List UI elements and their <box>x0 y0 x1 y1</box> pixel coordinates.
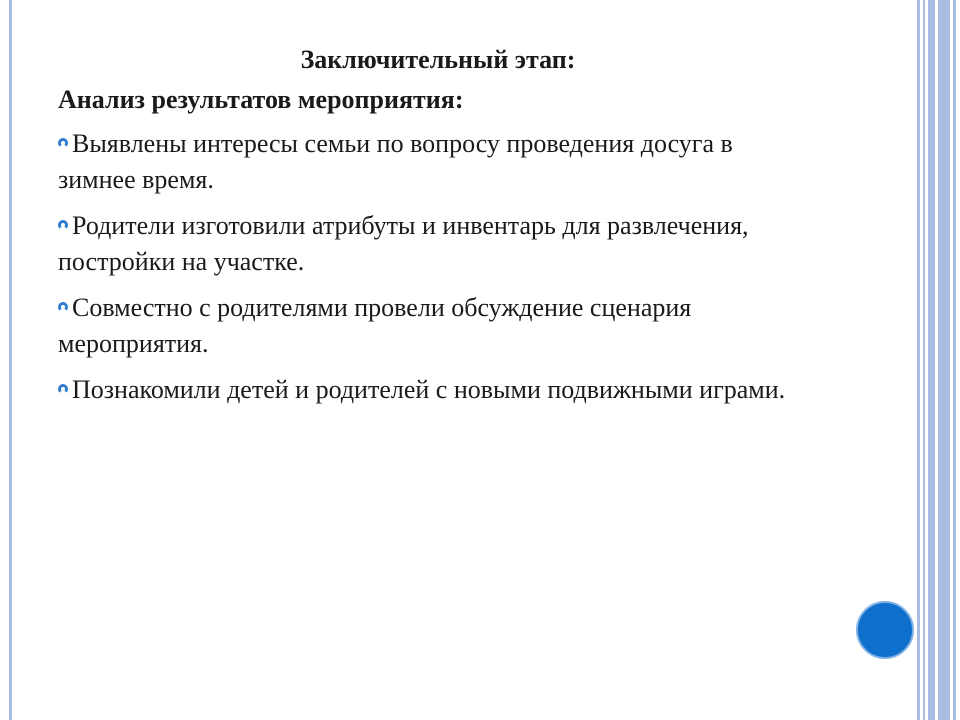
right-stripe <box>917 0 920 720</box>
right-stripe <box>928 0 935 720</box>
bullet-text: Познакомили детей и родителей с новыми подвижными играми. <box>72 375 786 404</box>
bullet-item <box>58 290 798 362</box>
bullet-list <box>58 126 878 408</box>
ring-bullet-icon <box>58 302 68 312</box>
slide-subtitle: Анализ результатов мероприятия: <box>58 85 464 114</box>
left-frame-line <box>9 0 12 720</box>
ring-bullet-icon <box>58 138 68 148</box>
slide-title: Заключительный этап: <box>300 45 576 74</box>
bullet-item <box>58 126 798 198</box>
bullet-item <box>58 208 798 280</box>
blue-circle-icon[interactable] <box>856 601 914 659</box>
bullet-item <box>58 372 798 408</box>
bullet-text: Совместно с родителями провели обсуждение сценария мероприятия. <box>58 293 692 358</box>
slide-content <box>58 40 878 418</box>
ring-bullet-icon <box>58 384 68 394</box>
right-stripe <box>938 0 950 720</box>
right-stripe <box>923 0 925 720</box>
bullet-text: Родители изготовили атрибуты и инвентарь для развлечения, постройки на участке. <box>58 211 749 276</box>
right-stripe <box>953 0 956 720</box>
bullet-text: Выявлены интересы семьи по вопросу проведения досуга в зимнее время. <box>58 129 733 194</box>
ring-bullet-icon <box>58 220 68 230</box>
